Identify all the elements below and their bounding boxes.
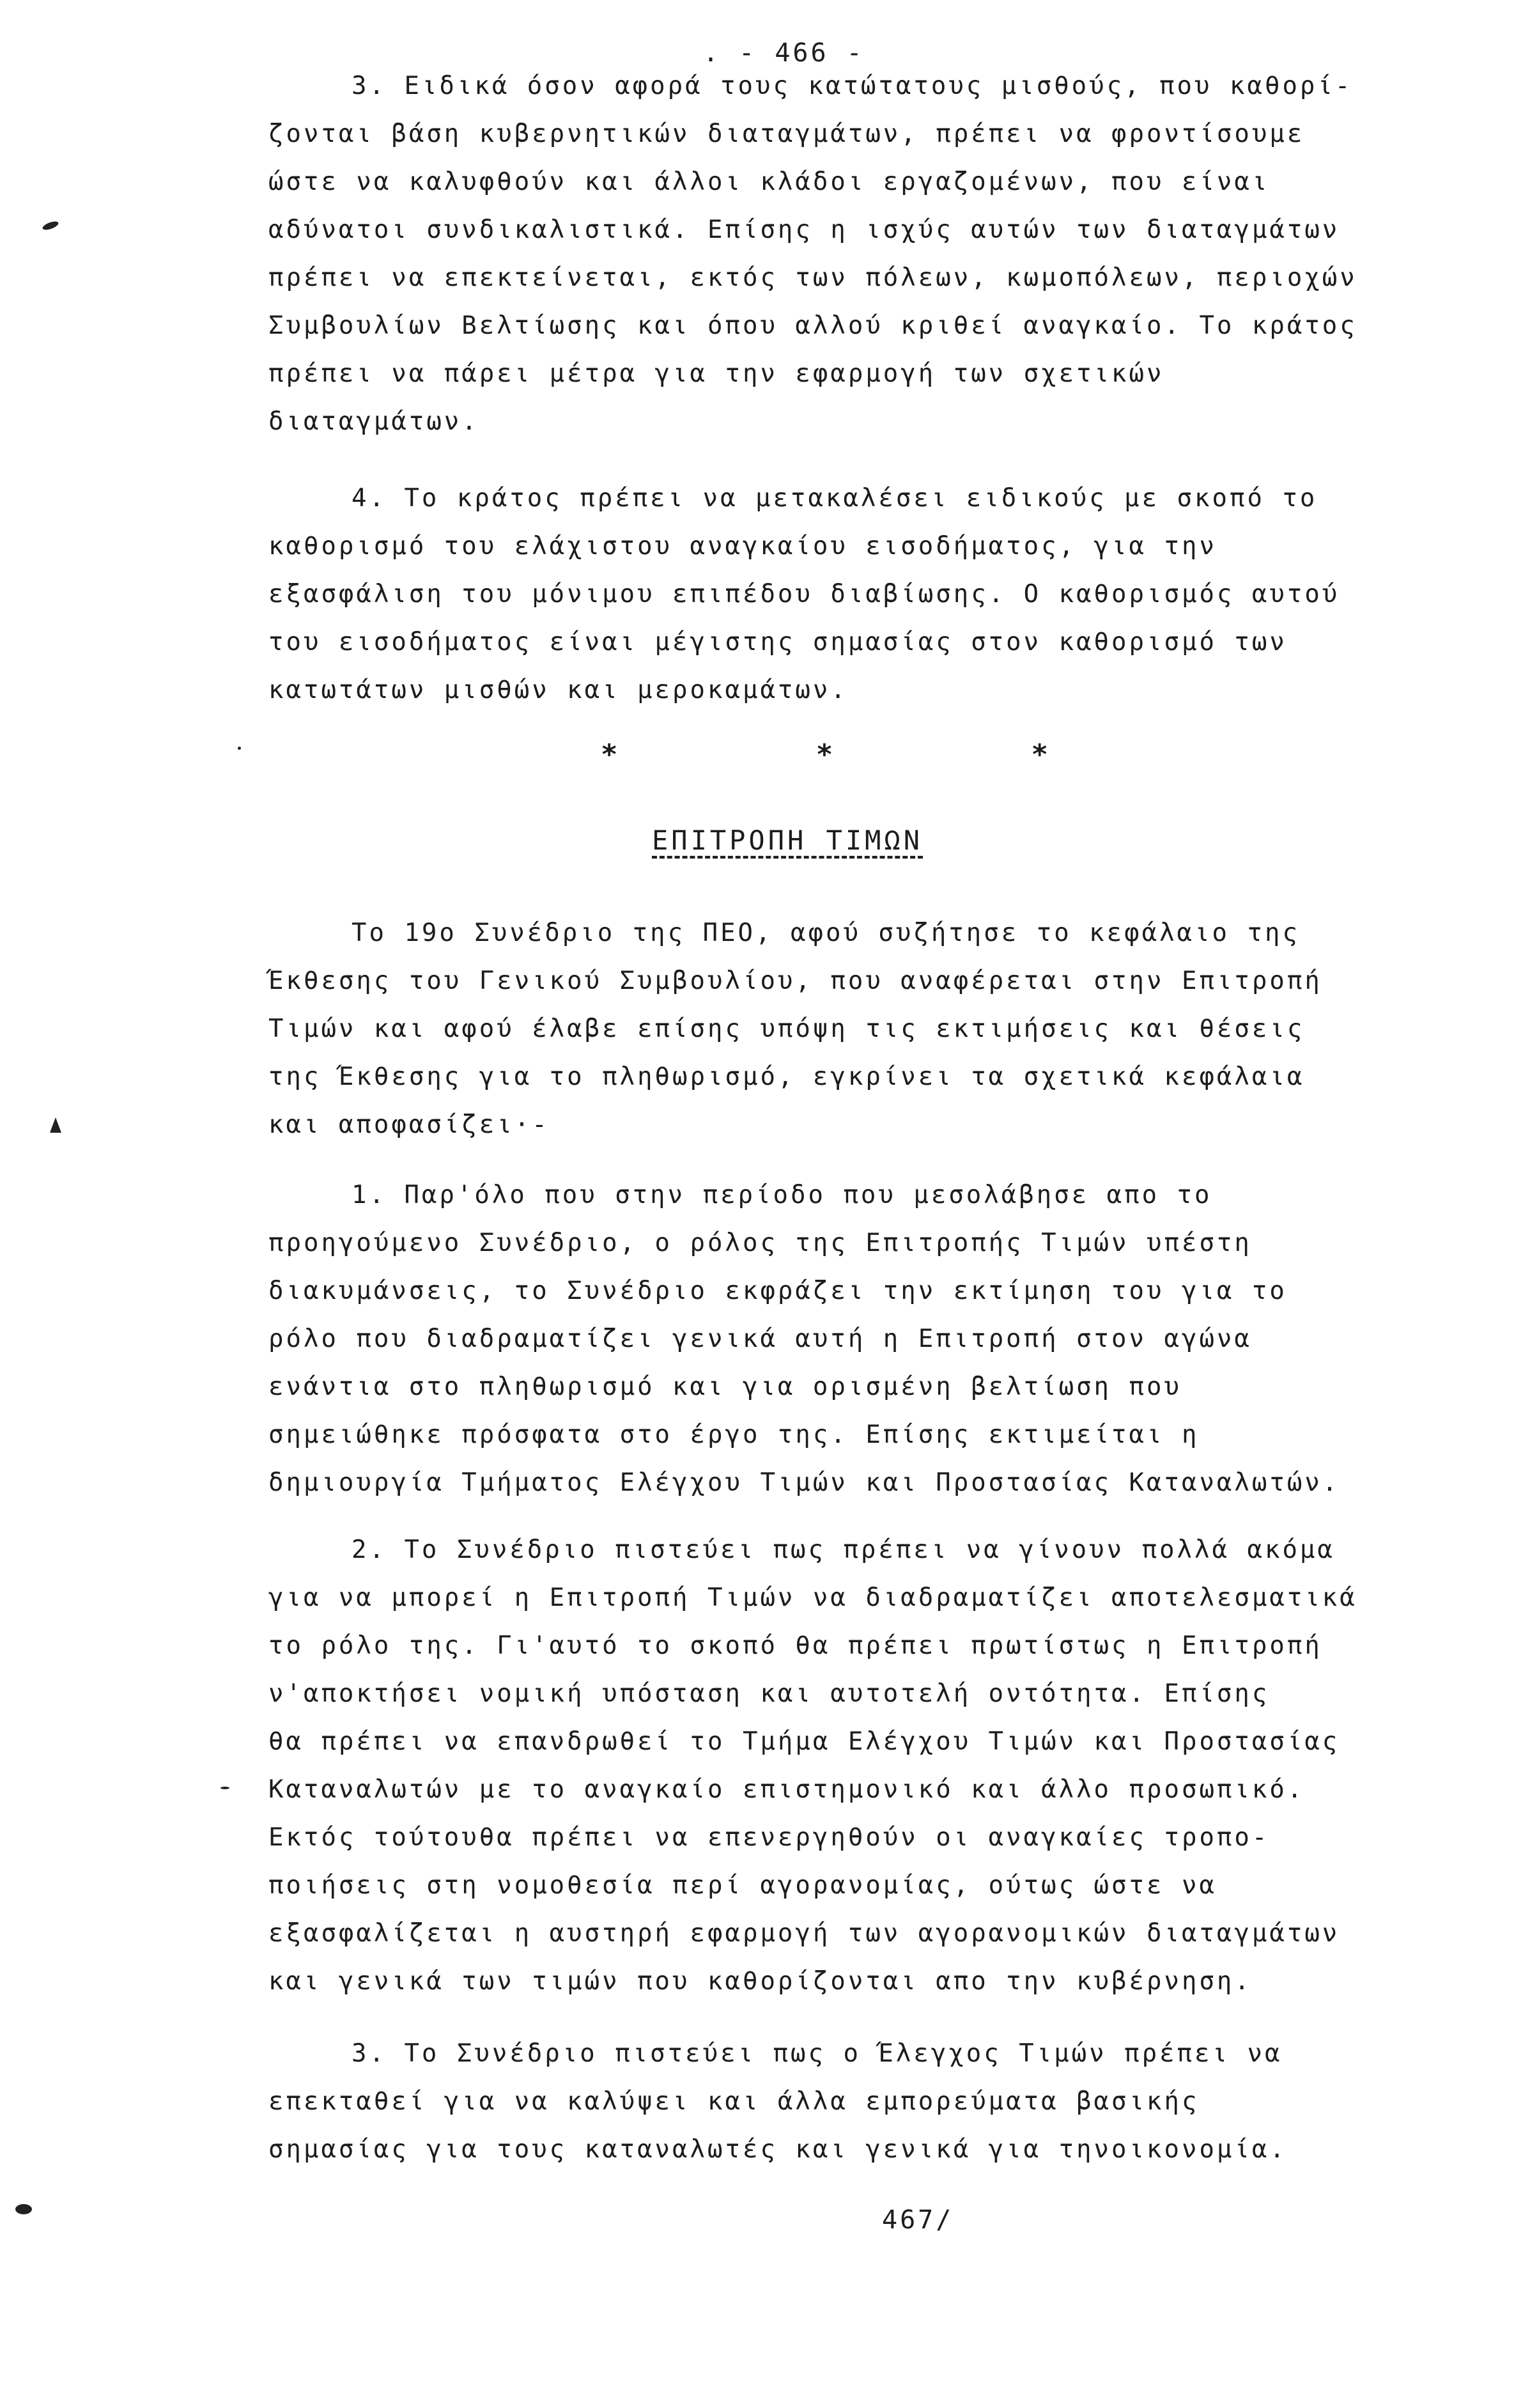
text-line: 4. Το κράτος πρέπει να μετακαλέσει ειδικούς με σκοπό το xyxy=(352,484,1318,513)
text-line: Συμβουλίων Βελτίωσης και όπου αλλού κριθεί αναγκαίο. Το κράτος xyxy=(268,311,1357,340)
text-line: Έκθεσης του Γενικού Συμβουλίου, που αναφέρεται στην Επιτροπή xyxy=(268,967,1322,995)
paragraph-3 xyxy=(268,62,1483,446)
paragraph-4 xyxy=(268,474,1483,714)
text-line: 1. Παρ'όλο που στην περίοδο που μεσολάβησε απο το xyxy=(352,1181,1212,1209)
section-heading: ΕΠΙΤΡΟΠΗ ΤΙΜΩΝ xyxy=(652,825,923,856)
text-line: ν'αποκτήσει νομική υπόσταση και αυτοτελή οντότητα. Επίσης xyxy=(268,1679,1270,1708)
text-line: δημιουργία Τμήματος Ελέγχου Τιμών και Προστασίας Καταναλωτών. xyxy=(268,1468,1340,1497)
text-line: ώστε να καλυφθούν και άλλοι κλάδοι εργαζομένων, που είναι xyxy=(268,167,1270,196)
scan-speck xyxy=(42,220,59,231)
text-line: αδύνατοι συνδικαλιστικά. Επίσης η ισχύς αυτών των διαταγμάτων xyxy=(268,215,1340,244)
text-line: κατωτάτων μισθών και μεροκαμάτων. xyxy=(268,676,848,704)
text-line: ζονται βάση κυβερνητικών διαταγμάτων, πρέπει να φροντίσουμε xyxy=(268,120,1305,148)
intro-paragraph xyxy=(268,909,1483,1149)
text-line: διαταγμάτων. xyxy=(268,407,479,436)
separator-asterisk: * xyxy=(815,738,833,771)
scan-speck xyxy=(238,747,241,750)
text-line: εξασφάλιση του μόνιμου επιπέδου διαβίωσης. Ο καθορισμός αυτού xyxy=(268,580,1340,609)
text-line: της Έκθεσης για το πληθωρισμό, εγκρίνει τα σχετικά κεφάλαια xyxy=(268,1062,1305,1091)
text-line: 3. Το Συνέδριο πιστεύει πως ο Έλεγχος Τιμών πρέπει να xyxy=(352,2039,1283,2068)
page-number-bottom: 467/ xyxy=(882,2205,954,2235)
text-line: θα πρέπει να επανδρωθεί το Τμήμα Ελέγχου Τιμών και Προστασίας xyxy=(268,1727,1340,1756)
text-line: καθορισμό του ελάχιστου αναγκαίου εισοδήματος, για την xyxy=(268,532,1217,561)
text-line: ρόλο που διαδραματίζει γενικά αυτή η Επιτροπή στον αγώνα xyxy=(268,1324,1252,1353)
text-line: Τιμών και αφού έλαβε επίσης υπόψη τις εκτιμήσεις και θέσεις xyxy=(268,1014,1305,1043)
text-line: για να μπορεί η Επιτροπή Τιμών να διαδραματίζει αποτελεσματικά xyxy=(268,1583,1357,1612)
point-3 xyxy=(268,2030,1483,2173)
text-line: ποιήσεις στη νομοθεσία περί αγορανομίας, ούτως ώστε να xyxy=(268,1871,1217,1900)
separator-asterisk: * xyxy=(1031,738,1048,771)
text-line: σημασίας για τους καταναλωτές και γενικά για τηνοικονομία. xyxy=(268,2135,1287,2164)
text-line: Το 19ο Συνέδριο της ΠΕΟ, αφού συζήτησε το κεφάλαιο της xyxy=(352,919,1300,947)
text-line: ενάντια στο πληθωρισμό και για ορισμένη βελτίωση που xyxy=(268,1372,1182,1401)
text-line: πρέπει να πάρει μέτρα για την εφαρμογή των σχετικών xyxy=(268,359,1164,388)
text-line: και αποφασίζει·- xyxy=(268,1110,550,1139)
text-line: 2. Το Συνέδριο πιστεύει πως πρέπει να γίνουν πολλά ακόμα xyxy=(352,1535,1335,1564)
text-line: εξασφαλίζεται η αυστηρή εφαρμογή των αγορανομικών διαταγμάτων xyxy=(268,1919,1340,1948)
text-line: επεκταθεί για να καλύψει και άλλα εμπορεύματα βασικής xyxy=(268,2087,1200,2116)
scan-speck xyxy=(50,1117,61,1133)
scan-speck xyxy=(220,1787,229,1789)
point-2 xyxy=(268,1526,1483,2005)
text-line: πρέπει να επεκτείνεται, εκτός των πόλεων, κωμοπόλεων, περιοχών xyxy=(268,263,1357,292)
page-number-top: . - 466 - xyxy=(703,38,865,68)
text-line: διακυμάνσεις, το Συνέδριο εκφράζει την εκτίμηση του για το xyxy=(268,1277,1287,1305)
section-separator xyxy=(601,738,1048,771)
scan-speck xyxy=(15,2204,32,2214)
text-line: και γενικά των τιμών που καθορίζονται απο την κυβέρνηση. xyxy=(268,1967,1252,1996)
text-line: του εισοδήματος είναι μέγιστης σημασίας στον καθορισμό των xyxy=(268,628,1287,656)
text-line: 3. Ειδικά όσον αφορά τους κατώτατους μισθούς, που καθορί- xyxy=(352,72,1353,100)
text-line: σημειώθηκε πρόσφατα στο έργο της. Επίσης εκτιμείται η xyxy=(268,1420,1200,1449)
text-line: προηγούμενο Συνέδριο, ο ρόλος της Επιτροπής Τιμών υπέστη xyxy=(268,1229,1252,1257)
separator-asterisk: * xyxy=(601,738,618,771)
text-line: Εκτός τούτουθα πρέπει να επενεργηθούν οι αναγκαίες τροπο- xyxy=(268,1823,1270,1852)
text-line: Καταναλωτών με το αναγκαίο επιστημονικό και άλλο προσωπικό. xyxy=(268,1775,1305,1804)
text-line: το ρόλο της. Γι'αυτό το σκοπό θα πρέπει πρωτίστως η Επιτροπή xyxy=(268,1631,1322,1660)
point-1 xyxy=(268,1171,1483,1507)
